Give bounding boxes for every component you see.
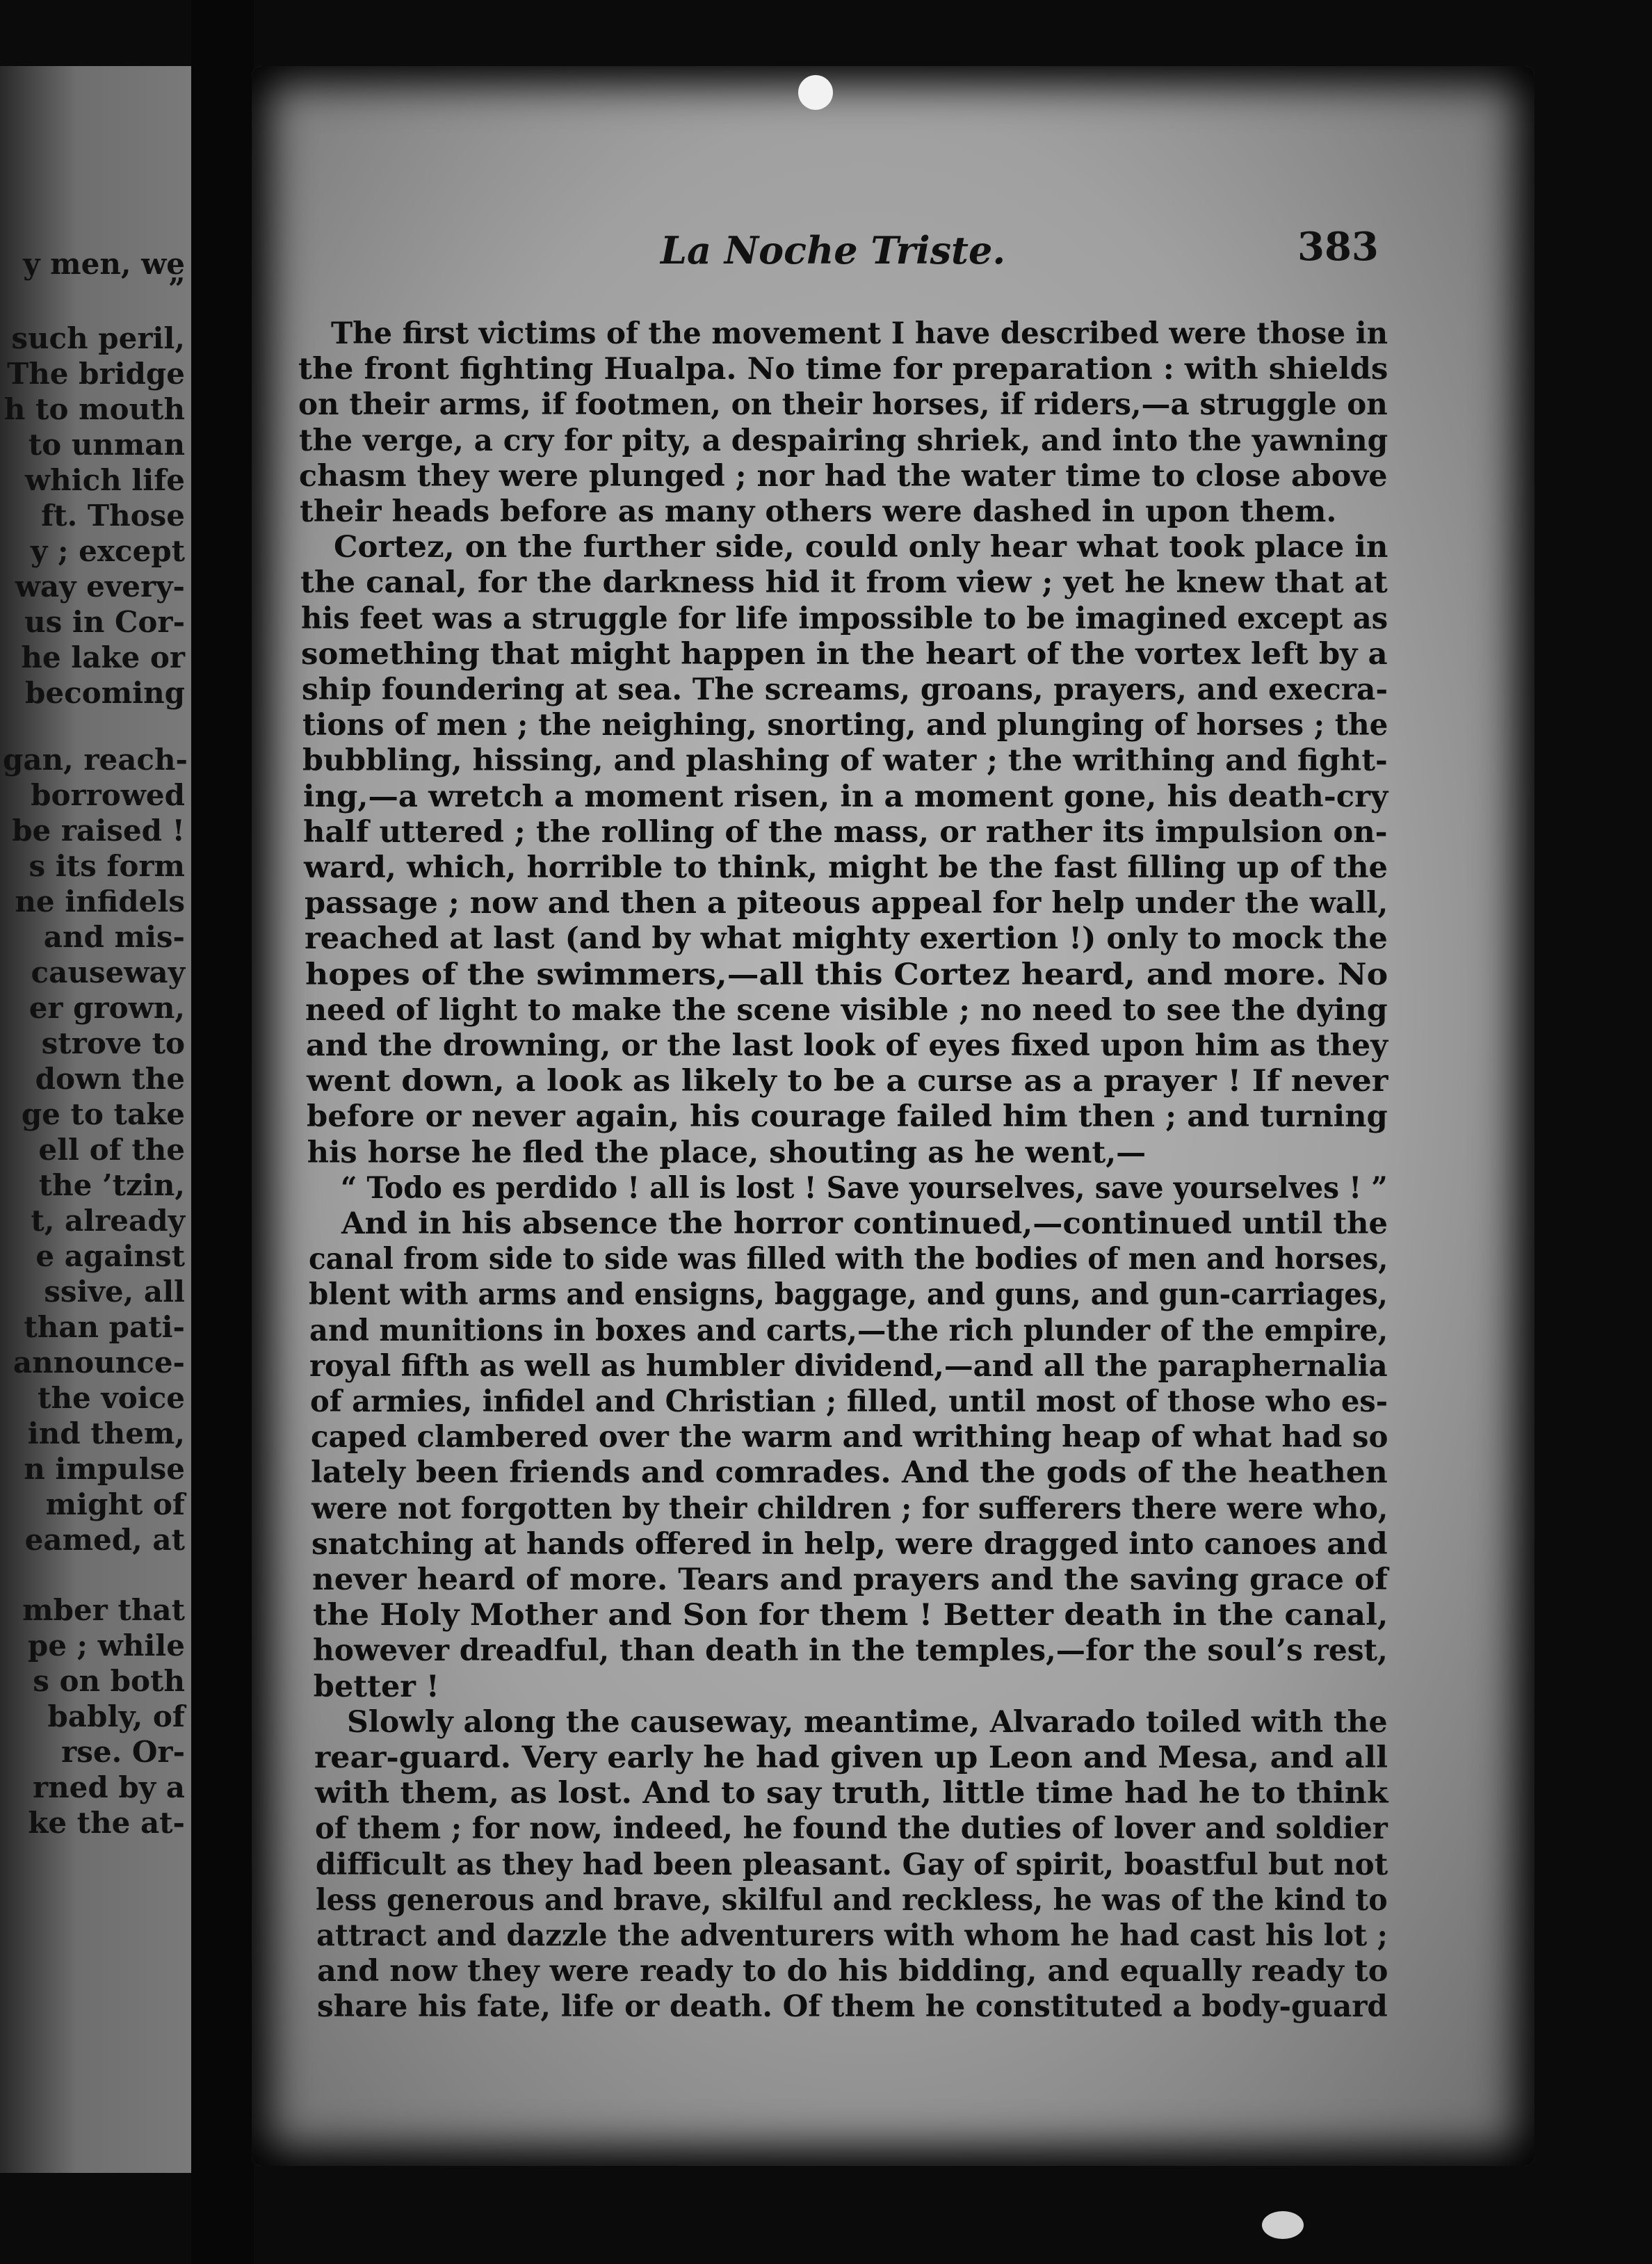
left-page-fragment: ssive, all — [44, 1275, 185, 1309]
left-page-fragment: ke the at- — [28, 1806, 185, 1840]
text-line: of them ; for now, indeed, he found the duties of lover and soldier — [315, 1811, 1388, 1847]
left-page-fragment: announce- — [13, 1345, 185, 1380]
left-page-fragment: er grown, — [29, 991, 185, 1025]
text-line: however dreadful, than death in the temples,—for the soul’s rest, — [313, 1633, 1388, 1669]
text-line: ing,—a wretch a moment risen, in a moment gone, his death-cry — [302, 779, 1388, 814]
text-line: rear-guard. Very early he had given up Leon and Mesa, and all — [314, 1740, 1388, 1775]
left-page-fragment: mber that — [22, 1593, 185, 1627]
left-page-fragment: ell of the — [38, 1133, 185, 1167]
text-line: his feet was a struggle for life impossible to be imagined except as — [300, 601, 1388, 636]
left-page-fragment: e against — [35, 1239, 185, 1273]
left-page-fragment: which life — [24, 463, 185, 497]
left-page-fragment: bably, of — [47, 1699, 185, 1733]
text-line: ward, which, horrible to think, might be the fast filling up of the — [304, 850, 1388, 885]
text-line: blent with arms and ensigns, baggage, and guns, and gun-carriages, — [309, 1277, 1388, 1313]
left-page-fragment: down the — [35, 1062, 185, 1096]
left-page-fragment: way every- — [15, 569, 185, 604]
left-page-fragment: to unman — [28, 428, 185, 462]
left-page-fragment: and mis- — [43, 920, 185, 954]
left-page-fragment: pe ; while — [27, 1628, 185, 1663]
left-page-fragment: strove to — [41, 1026, 185, 1060]
left-page-fragment: he lake or — [21, 640, 185, 674]
left-page-fragment: ne infidels — [15, 884, 185, 919]
text-line: reached at last (and by what mighty exertion !) only to mock the — [305, 921, 1388, 957]
left-page-edge — [0, 66, 191, 2173]
left-page-fragment: ” — [168, 272, 185, 306]
text-line: share his fate, life or death. Of them he constituted a body-guard — [317, 1989, 1388, 2025]
left-page-fragment: than pati- — [24, 1310, 185, 1344]
text-line: the front fighting Hualpa. No time for preparation : with shields — [298, 352, 1388, 387]
text-line: And in his absence the horror continued,—continued until the — [341, 1206, 1388, 1241]
text-line: better ! — [313, 1669, 439, 1704]
text-line: tions of men ; the neighing, snorting, and plunging of horses ; the — [302, 708, 1388, 743]
text-line: ship foundering at sea. The screams, groans, prayers, and execra- — [302, 672, 1388, 707]
left-page-fragment: rse. Or- — [61, 1735, 185, 1769]
left-page-fragment: causeway — [31, 955, 185, 989]
left-page-fragment: The bridge — [6, 357, 185, 391]
page-number: 383 — [1297, 224, 1379, 270]
left-page-fragment: might of — [45, 1487, 185, 1521]
left-page-fragment: borrowed — [31, 778, 185, 812]
left-page-fragment: the ’tzin, — [38, 1168, 185, 1202]
text-line: need of light to make the scene visible ; no need to see the dying — [305, 992, 1388, 1028]
left-page-fragment: t, already — [31, 1204, 185, 1238]
paper-speck — [798, 75, 833, 110]
left-page-fragment: rned by a — [33, 1770, 185, 1804]
left-page-fragment: ft. Those — [41, 499, 185, 533]
left-page-fragment: becoming — [25, 676, 185, 710]
text-line: The first victims of the movement I have described were those in — [331, 316, 1388, 351]
text-line: Cortez, on the further side, could only hear what took place in — [333, 530, 1388, 565]
left-page-fragment: s on both — [33, 1664, 185, 1698]
text-line: something that might happen in the heart of the vortex left by a — [301, 636, 1388, 672]
book-gutter — [191, 0, 254, 2264]
left-page-fragment: eamed, at — [24, 1523, 185, 1557]
text-line: attract and dazzle the adventurers with whom he had cast his lot ; — [316, 1918, 1388, 1953]
text-line: “ Todo es perdido ! all is lost ! Save yourselves, save yourselves ! ” — [341, 1170, 1388, 1206]
left-page-fragment: y men, we — [23, 247, 185, 281]
text-line: of armies, infidel and Christian ; filled, until most of those who es- — [310, 1384, 1388, 1419]
running-head: La Noche Triste. — [661, 228, 1006, 273]
text-line: and the drowning, or the last look of eyes fixed upon him as they — [306, 1028, 1388, 1063]
text-line: before or never again, his courage failed him then ; and turning — [307, 1099, 1388, 1135]
text-line: half uttered ; the rolling of the mass, or rather its impulsion on- — [303, 814, 1388, 850]
left-page-fragment: gan, reach- — [3, 743, 188, 777]
left-page-fragment: us in Cor- — [24, 605, 185, 639]
text-line: caped clambered over the warm and writhing heap of what had so — [310, 1420, 1388, 1455]
left-page-fragment: be raised ! — [12, 814, 185, 848]
left-page-fragment: such peril, — [11, 321, 185, 355]
text-line: never heard of more. Tears and prayers and the saving grace of — [312, 1562, 1388, 1597]
left-page-fragment: s its form — [29, 849, 185, 883]
text-line: chasm they were plunged ; nor had the water time to close above — [299, 458, 1388, 494]
text-line: royal fifth as well as humbler dividend,—and all the paraphernalia — [309, 1348, 1388, 1384]
text-line: snatching at hands offered in help, were dragged into canoes and — [311, 1526, 1388, 1562]
left-page-fragment: h to mouth — [3, 392, 185, 426]
text-line: were not forgotten by their children ; for sufferers there were who, — [311, 1491, 1388, 1526]
text-line: and now they were ready to do his bidding, and equally ready to — [316, 1954, 1388, 1989]
paper-speck — [1262, 2211, 1304, 2239]
text-line: bubbling, hissing, and plashing of water ; the writhing and fight- — [302, 743, 1388, 779]
text-line: the verge, a cry for pity, a despairing shriek, and into the yawning — [298, 423, 1388, 458]
left-page-fragment: the voice — [38, 1381, 185, 1415]
text-line: hopes of the swimmers,—all this Cortez heard, and more. No — [305, 957, 1388, 992]
left-page-fragment: n impulse — [24, 1452, 185, 1486]
text-line: the Holy Mother and Son for them ! Better death in the canal, — [312, 1598, 1388, 1633]
left-page-fragment: y ; except — [31, 534, 185, 568]
text-line: difficult as they had been pleasant. Gay of spirit, boastful but not — [315, 1847, 1388, 1882]
text-line: with them, as lost. And to say truth, little time had he to think — [314, 1776, 1388, 1811]
text-line: passage ; now and then a piteous appeal for help under the wall, — [304, 886, 1388, 921]
text-line: their heads before as many others were dashed in upon them. — [300, 494, 1337, 529]
text-line: went down, a look as likely to be a curse as a prayer ! If never — [306, 1064, 1388, 1099]
text-line: lately been friends and comrades. And the gods of the heathen — [311, 1455, 1388, 1491]
text-line: less generous and brave, skilful and reckless, he was of the kind to — [316, 1882, 1388, 1918]
left-page-fragment: ind them, — [27, 1416, 185, 1450]
text-line: on their arms, if footmen, on their horses, if riders,—a struggle on — [298, 387, 1388, 423]
text-line: the canal, for the darkness hid it from view ; yet he knew that at — [300, 565, 1388, 601]
text-line: Slowly along the causeway, meantime, Alvarado toiled with the — [347, 1704, 1388, 1740]
text-line: and munitions in boxes and carts,—the rich plunder of the empire, — [309, 1313, 1388, 1348]
left-page-fragment: ge to take — [21, 1097, 185, 1131]
text-line: his horse he fled the place, shouting as he went,— — [307, 1135, 1147, 1170]
text-line: canal from side to side was filled with the bodies of men and horses, — [308, 1242, 1388, 1277]
